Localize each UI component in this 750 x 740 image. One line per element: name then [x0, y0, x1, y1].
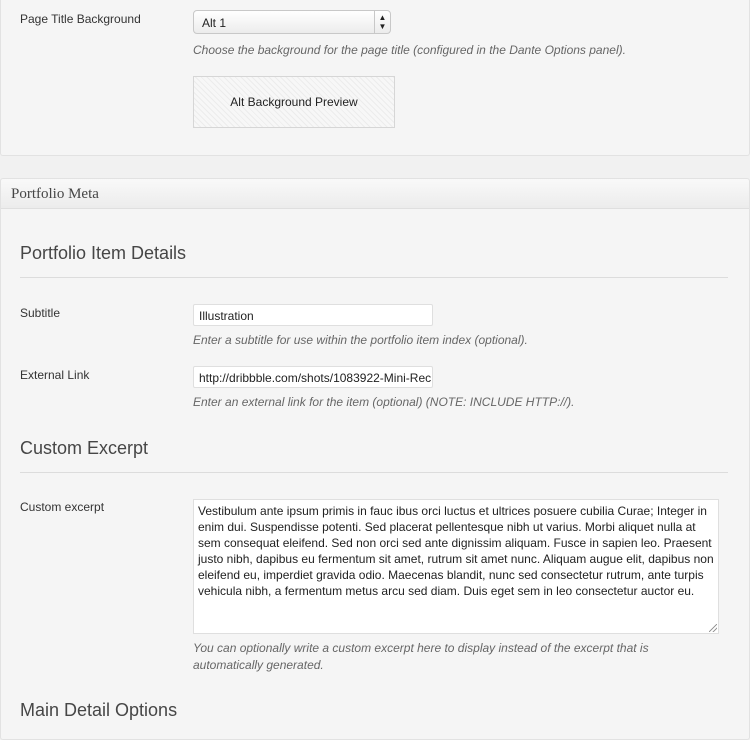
- external-link-input[interactable]: http://dribbble.com/shots/1083922-Mini-Rec: [193, 366, 433, 388]
- custom-excerpt-description: You can optionally write a custom excerpt here to display instead of the excerpt that is automatically generated.: [193, 641, 649, 672]
- select-arrows-icon: ▲ ▼: [374, 11, 390, 33]
- portfolio-item-details-heading: Portfolio Item Details: [20, 243, 187, 263]
- subtitle-description: Enter a subtitle for use within the portfolio item index (optional).: [193, 333, 528, 347]
- custom-excerpt-heading: Custom Excerpt: [20, 438, 149, 458]
- select-value: Alt 1: [202, 16, 227, 30]
- section-divider: [20, 277, 728, 278]
- page-title-background-select[interactable]: [193, 10, 391, 34]
- resize-grip-icon[interactable]: [709, 624, 717, 632]
- subtitle-label: Subtitle: [20, 306, 61, 320]
- page-title-background-label: Page Title Background: [20, 12, 141, 26]
- custom-excerpt-label: Custom excerpt: [20, 500, 105, 514]
- custom-excerpt-textarea[interactable]: [193, 499, 719, 634]
- section-divider: [20, 472, 728, 473]
- background-preview: Alt Background Preview: [193, 76, 395, 128]
- external-link-description: Enter an external link for the item (optional) (NOTE: INCLUDE HTTP://).: [193, 395, 575, 409]
- custom-excerpt-text: Vestibulum ante ipsum primis in fauc ibus orci luctus et ultrices posuere cubilia Curae; Integer in enim dui. Suspendisse potenti. Sed placerat pellentesque nibh ut varius. Morbi aliquet nulla at sem consequat eleifend. Sed non orci sed ante dignissim aliquam. Fusce in sapien leo. Praesent justo nibh, dapibus eu fermentum sit amet, rutrum sit amet nunc. Aliquam augue elit, dapibus non eleifend eu, imperdiet gravida odio. Maecenas blandit, nunc sed consectetur rutrum, ante turpis vehicula nibh, a fermentum metus arcu sed diam. Duis eget sem in leo consectetur auctor eu.: [198, 504, 714, 598]
- page-title-background-description: Choose the background for the page title (configured in the Dante Options panel).: [193, 43, 626, 57]
- subtitle-input[interactable]: Illustration: [193, 304, 433, 326]
- main-detail-options-heading: Main Detail Options: [20, 700, 178, 720]
- portfolio-meta-header[interactable]: [1, 179, 749, 209]
- portfolio-meta-title: Portfolio Meta: [11, 186, 99, 202]
- external-link-label: External Link: [20, 368, 90, 382]
